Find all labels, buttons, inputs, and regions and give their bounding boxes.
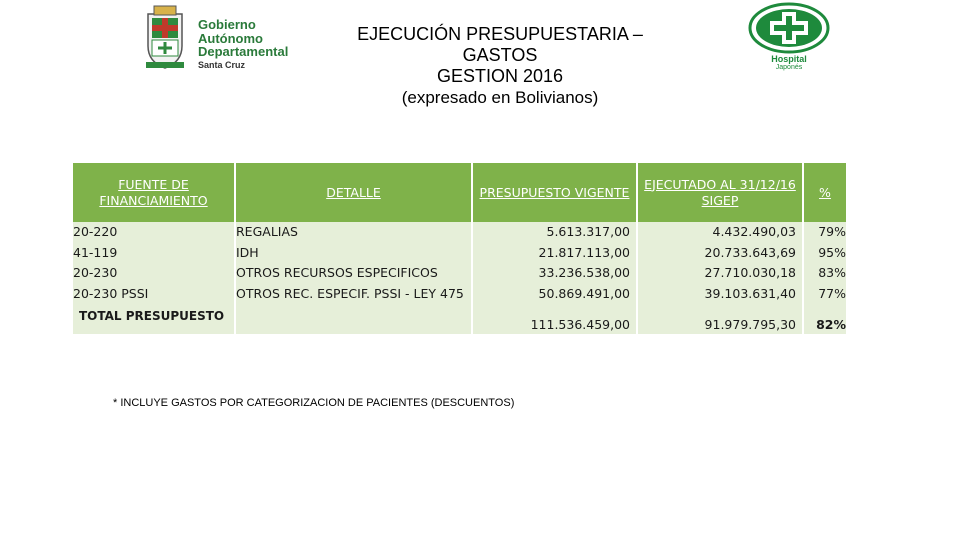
table-row-fuente: 20-230 <box>73 265 118 280</box>
title-line3: GESTION 2016 <box>436 66 564 86</box>
title-line2: GASTOS <box>462 45 538 65</box>
hospital-logo <box>748 2 832 76</box>
coat-of-arms-icon <box>140 4 190 72</box>
hospital-logo-sub: Japonés <box>775 64 803 71</box>
table-row-fuente: 20-220 <box>73 224 118 239</box>
table-row-detalle: REGALIAS <box>236 224 298 239</box>
column-fuente <box>73 222 234 304</box>
header-fuente: FUENTE DE FINANCIAMIENTO <box>73 163 234 222</box>
hospital-logo-name: Hospital <box>771 54 807 64</box>
table-row-presupuesto: 50.869.491,00 <box>538 285 630 301</box>
column-detalle <box>236 222 471 304</box>
header-pct: % <box>804 163 846 222</box>
total-label: TOTAL PRESUPUESTO <box>73 304 234 334</box>
header-ejecutado: EJECUTADO AL 31/12/16 SIGEP <box>638 163 802 222</box>
table-row-pct: 77% <box>818 285 846 301</box>
table-row-ejecutado: 27.710.030,18 <box>704 265 796 280</box>
column-presupuesto <box>473 222 636 304</box>
gov-logo-line1: Gobierno <box>198 17 256 32</box>
hospital-cross-icon <box>748 2 830 54</box>
page-title <box>322 24 678 108</box>
title-line1: EJECUCIÓN PRESUPUESTARIA – <box>357 24 643 44</box>
gobierno-logo <box>140 4 310 72</box>
total-pct: 82% <box>804 304 846 334</box>
gov-logo-line3: Departamental <box>198 44 289 59</box>
header-presupuesto: PRESUPUESTO VIGENTE <box>473 163 636 222</box>
table-row-ejecutado: 4.432.490,03 <box>712 224 796 239</box>
gov-logo-line4: Santa Cruz <box>198 59 246 70</box>
table-row-presupuesto: 5.613.317,00 <box>546 224 630 239</box>
footnote: * INCLUYE GASTOS POR CATEGORIZACION DE PACIENTES (DESCUENTOS) <box>113 397 515 409</box>
table-row-detalle: OTROS REC. ESPECIF. PSSI - LEY 475 <box>236 285 464 301</box>
table-row-pct: 95% <box>818 244 846 260</box>
table-row-fuente: 20-230 PSSI <box>73 285 149 301</box>
budget-table <box>73 163 846 334</box>
table-row-pct: 79% <box>818 224 846 239</box>
table-row-detalle: IDH <box>236 244 259 260</box>
column-pct <box>804 222 846 304</box>
table-row-pct: 83% <box>818 265 846 280</box>
column-ejecutado <box>638 222 802 304</box>
table-row-ejecutado: 20.733.643,69 <box>704 244 796 260</box>
total-detalle-empty <box>236 304 471 334</box>
table-row-presupuesto: 33.236.538,00 <box>538 265 630 280</box>
gov-logo-line2: Autónomo <box>198 30 263 46</box>
table-row-ejecutado: 39.103.631,40 <box>704 285 796 301</box>
table-row-detalle: OTROS RECURSOS ESPECIFICOS <box>236 265 438 280</box>
total-ejecutado: 91.979.795,30 <box>638 304 802 334</box>
table-row-presupuesto: 21.817.113,00 <box>538 244 630 260</box>
title-line4: (expresado en Bolivianos) <box>401 88 599 107</box>
header-detalle: DETALLE <box>236 163 471 222</box>
table-row-fuente: 41-119 <box>73 244 118 260</box>
gobierno-logo-text <box>198 18 288 71</box>
total-presupuesto: 111.536.459,00 <box>473 304 636 334</box>
